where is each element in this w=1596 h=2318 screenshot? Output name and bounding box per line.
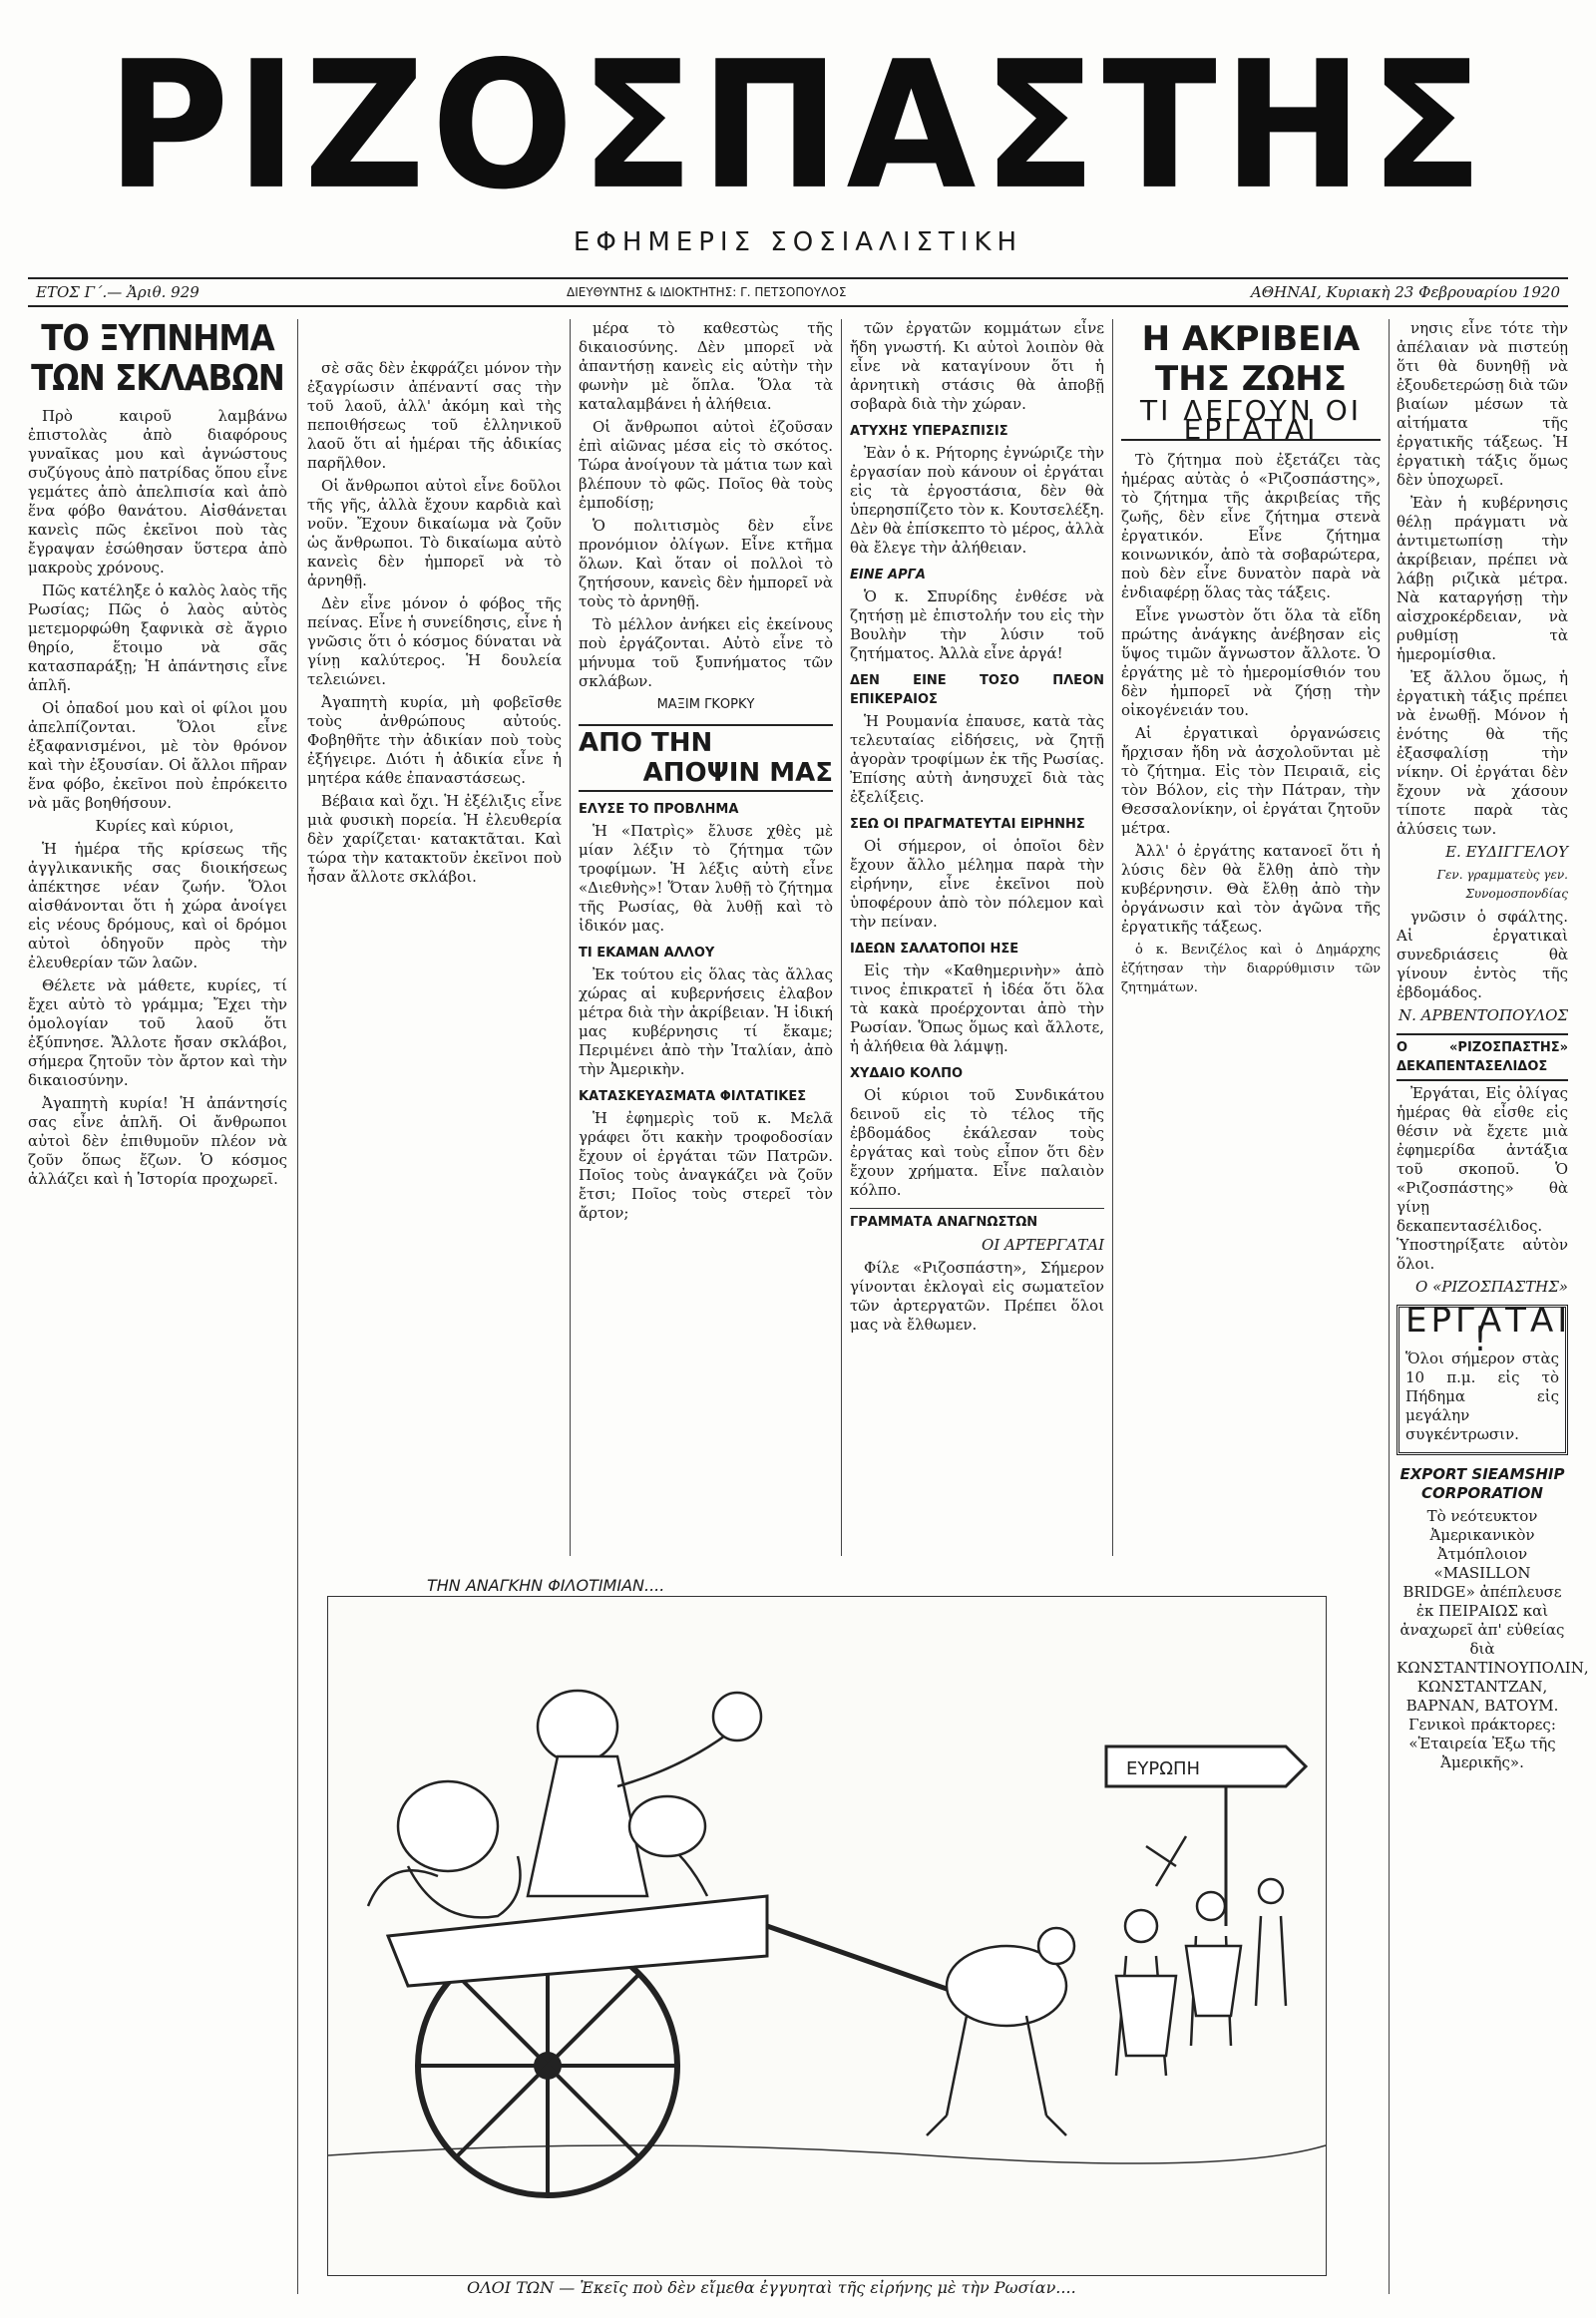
article-subheadline: ΤΙ ΛΕΓΟΥΝ ΟΙ ΕΡΓΑΤΑΙ	[1121, 401, 1381, 441]
column-2	[307, 359, 562, 1596]
paragraph: Φίλε «Ριζοσπάστη», Σήμερον γίνονται ἐκλογαὶ εἰς σωματεῖον τῶν ἀρτεργατῶν. Πρέπει ὅλοι μας νὰ ἔλθωμεν.	[850, 1259, 1104, 1334]
paragraph: Ἀγαπητὴ κυρία, μὴ φοβεῖσθε τοὺς ἀνθρώπους αὐτούς. Φοβηθῆτε τὴν ἀδικίαν ποὺ τοὺς ἐξήγειρε. Διότι ἡ ἀδικία εἶνε ἡ μητέρα κάθε ἐπαναστάσεως.	[307, 693, 562, 787]
paragraph: Βέβαια καὶ ὄχι. Ἡ ἐξέλιξις εἶνε μιὰ φυσικὴ πορεία. Ἡ ἐλευθερία δὲν χαρίζεται· κατακτᾶται. Καὶ τώρα τὴν κατακτοῦν ἐκεῖνοι ποὺ ἦσαν ἄλλοτε σκλάβοι.	[307, 792, 562, 886]
paragraph: μέρα τὸ καθεστὼς τῆς δικαιοσύνης. Δὲν μπορεῖ νὰ ἀπαντήσῃ κανεὶς εἰς αὐτὴν τὴν φωνὴν μὲ ὅπλα. Ὅλα τὰ καταλαμβάνει ἡ ἀλήθεια.	[579, 319, 833, 413]
section-title: ΙΔΕΩΝ ΣΑΛΑΤΟΠΟΙ ΗΣΕ	[850, 942, 1019, 957]
paragraph: Ἡ «Πατρὶς» ἔλυσε χθὲς μὲ μίαν λέξιν τὸ ζήτημα τῶν τροφίμων. Ἡ λέξις αὐτὴ εἶνε «Διεθνὴς»! Ὅταν λυθῇ τὸ ζήτημα τῆς Ρωσίας, θὰ λυθῇ καὶ τὸ ἰδικόν μας.	[579, 822, 833, 935]
masthead	[28, 20, 1568, 301]
box-title-line-2: ΑΠΟΨΙΝ ΜΑΣ	[642, 758, 833, 788]
section-title: Ο «ΡΙΖΟΣΠΑΣΤΗΣ» ΔΕΚΑΠΕΝΤΑΣΕΛΙΔΟΣ	[1396, 1033, 1568, 1081]
paragraph: Ὁ κ. Σπυρίδης ἐνθέσε νὰ ζητήσῃ μὲ ἐπιστολήν του εἰς τὴν Βουλὴν τὴν λύσιν τοῦ ζητήματος. Ἀλλὰ εἶνε ἀργά!	[850, 587, 1104, 662]
paragraph: Ἡ ἐφημερὶς τοῦ κ. Μελᾶ γράφει ὅτι κακὴν τροφοδοσίαν ἔχουν οἱ ἐργάται τῶν Πατρῶν. Ποῖος τοὺς ἀναγκάζει νὰ ζοῦν ἔτσι; Ποῖος τοὺς στερεῖ τὸν ἄρτον;	[579, 1109, 833, 1222]
paragraph: νησις εἶνε τότε τὴν ἀπέλαιαν νὰ πιστεύῃ ὅτι θὰ δυνηθῇ νὰ ἐξουδετερώσῃ διὰ τῶν βιαίων μέσων τὰ αἰτήματα τῆς ἐργατικῆς τάξεως. Ἡ ἐργατικὴ τάξις ὅμως δὲν ὑποχωρεῖ.	[1396, 319, 1568, 489]
column-rule	[1389, 319, 1390, 2294]
paragraph: ὁ κ. Βενιζέλος καὶ ὁ Δημάρχης ἐζήτησαν τὴν διαρρύθμισιν τῶν ζητημάτων.	[1121, 943, 1381, 995]
signpost-label: ΕΥΡΩΠΗ	[1126, 1758, 1201, 1779]
paragraph: Πῶς κατέληξε ὁ καλὸς λαὸς τῆς Ρωσίας; Πῶς ὁ λαὸς αὐτὸς μετεμορφώθη ξαφνικὰ σὲ ἄγριο θηρίο, ἕτοιμο νὰ σᾶς κατασπαράξῃ; Ἡ ἀπάντησις εἶνε ἁπλῆ.	[28, 581, 287, 694]
section-box-title	[579, 724, 833, 792]
paragraph: γνῶσιν ὁ σφάλτης. Αἱ ἐργατικαὶ συνεδριάσεις θὰ γίνουν ἐντὸς τῆς ἑβδομάδος.	[1396, 908, 1568, 1001]
political-cartoon	[327, 1596, 1327, 2276]
paragraph: Οἱ ἄνθρωποι αὐτοὶ ἐζοῦσαν ἐπὶ αἰῶνας μέσα εἰς τὸ σκότος. Τώρα ἀνοίγουν τὰ μάτια των καὶ βλέπουν τὸ φῶς. Ποῖος θὰ τοὺς ἐμποδίσῃ;	[579, 418, 833, 512]
section-subtitle: ΟΙ ΑΡΤΕΡΓΑΤΑΙ	[982, 1236, 1104, 1254]
director: ΔΙΕΥΘΥΝΤΗΣ & ΙΔΙΟΚΤΗΤΗΣ: Γ. ΠΕΤΣΟΠΟΥΛΟΣ	[567, 285, 847, 299]
paragraph: σὲ σᾶς δὲν ἐκφράζει μόνον τὴν ἐξαγρίωσιν ἀπέναντί σας τὴν τοῦ λαοῦ, ἀλλ' ἀκόμη καὶ τὴς πεποιθήσεως τοῦ ἑλληνικοῦ λαοῦ ὅτι αἱ ἡμέραι τῆς ἀδικίας παρῆλθον.	[307, 359, 562, 472]
paragraph: Δὲν εἶνε μόνον ὁ φόβος τῆς πείνας. Εἶνε ἡ συνείδησις, εἶνε ἡ γνῶσις ὅτι ὁ κόσμος δύναται νὰ γίνῃ καλύτερος. Ἡ δουλεία τελειώνει.	[307, 594, 562, 688]
year-issue: ΕΤΟΣ Γ΄.— Ἀριθ. 929	[36, 283, 200, 301]
newspaper-page	[28, 20, 1589, 2297]
column-6	[1396, 319, 1589, 2294]
paragraph: Ἀγαπητὴ κυρία! Ἡ ἀπάντησίς σας εἶνε ἁπλῆ. Οἱ ἄνθρωποι αὐτοὶ δὲν ἐπιθυμοῦν πλέον νὰ ζοῦν ὅπως ἔζων. Ὁ κόσμος ἀλλάζει καὶ ἡ Ἱστορία προχωρεῖ.	[28, 1094, 287, 1188]
paragraph: Ἐξ ἄλλου ὅμως, ἡ ἐργατικὴ τάξις πρέπει νὰ ἐνωθῇ. Μόνον ἡ ἑνότης θὰ τῆς ἐξασφαλίσῃ τὴν νίκην. Οἱ ἐργάται δὲν ἔχουν νὰ χάσουν τίποτε παρὰ τὰς ἁλύσεις των.	[1396, 668, 1568, 838]
issue-date: ΑΘΗΝΑΙ, Κυριακὴ 23 Φεβρουαρίου 1920	[1250, 283, 1560, 301]
column-3	[579, 319, 833, 1556]
section-title: ΑΤΥΧΗΣ ΥΠΕΡΑΣΠΙΣΙΣ	[850, 424, 1008, 439]
author-signature: Ν. ΑΡΒΕΝΤΟΠΟΥΛΟΣ	[1397, 1006, 1568, 1024]
paragraph: Ἐκ τούτου εἰς ὅλας τὰς ἄλλας χώρας αἱ κυβερνήσεις ἐλαβον μέτρα διὰ τὴν ἀκρίβειαν. Ἡ ἰδική μας κυβέρνησις τί ἔκαμε; Περιμένει ἀπὸ τὴν Ἰταλίαν, ἀπὸ τὴν Ἀμερικὴν.	[579, 966, 833, 1078]
cartoon-caption-bottom: ΟΛΟΙ ΤΩΝ — Ἐκεῖς ποὺ δὲν εἴμεθα ἐγγυηταὶ τῆς εἰρήνης μὲ τὴν Ρωσίαν....	[467, 2278, 1076, 2297]
announcement-text: Ὅλοι σήμερον στὰς 10 π.μ. εἰς τὸ Πήδημα εἰς μεγάλην συγκέντρωσιν.	[1405, 1350, 1559, 1443]
column-1	[28, 319, 287, 2294]
paragraph: Τὸ μέλλον ἀνήκει εἰς ἐκείνους ποὺ ἐργάζονται. Αὐτὸ εἶνε τὸ μήνυμα τοῦ ξυπνήματος τῶν σκλάβων.	[579, 615, 833, 690]
issue-info-bar	[28, 277, 1568, 307]
article-headline: ΤΟ ΞΥΠΝΗΜΑ ΤΩΝ ΣΚΛΑΒΩΝ	[31, 318, 284, 399]
column-rule	[297, 319, 298, 2294]
author-signature: Ο «ΡΙΖΟΣΠΑΣΤΗΣ»	[1415, 1278, 1568, 1296]
paragraph: Εἰς τὴν «Καθημερινὴν» ἀπὸ τινος ἐπικρατεῖ ἡ ἰδέα ὅτι ὅλα τὰ κακὰ προέρχονται ἀπὸ τὴν Ρωσίαν. Ὅπως ὅμως καὶ ἄλλοτε, ἡ ἀλήθεια θὰ λάμψῃ.	[850, 962, 1104, 1055]
paragraph: Οἱ κύριοι τοῦ Συνδικάτου δεινοῦ εἰς τὸ τέλος τῆς ἐβδομάδος ἐκάλεσαν τοὺς ἐργάτας καὶ τοὺς εἶπον ὅτι δὲν ἔχουν χρήματα. Εἶνε παλαιὸν κόλπο.	[850, 1086, 1104, 1199]
paragraph: Ἡ ἡμέρα τῆς κρίσεως τῆς ἀγγλικανικῆς σας διοικήσεως ἀπέκτησε νέαν ζωήν. Ὅλοι αἰσθάνονται ὅτι ἡ χώρα ἀνοίγει εἰς νέους δρόμους, καὶ οἱ δρόμοι αὐτοὶ ὁδηγοῦν πρὸς τὴν ἐλευθερίαν τῶν λαῶν.	[28, 840, 287, 971]
paragraph: Ἐὰν ἡ κυβέρνησις θέλῃ πράγματι νὰ ἀντιμετωπίσῃ τὴν ἀκρίβειαν, πρέπει νὰ λάβῃ ριζικὰ μέτρα. Νὰ καταργήσῃ τὴν αἰσχροκέρδειαν, νὰ ρυθμίσῃ τὰ ἡμερομίσθια.	[1396, 494, 1568, 663]
paragraph: Ἡ Ρουμανία ἐπαυσε, κατὰ τὰς τελευταίας εἰδήσεις, νὰ ζητῇ ἀγορὰν τροφίμων ἐκ τῆς Ρωσίας. Ἐπίσης αὐτὴ ἀνησυχεῖ διὰ τὰς ἐξελίξεις.	[850, 712, 1104, 806]
newspaper-subtitle: ΕΦΗΜΕΡΙΣ ΣΟΣΙΑΛΙΣΤΙΚΗ	[573, 227, 1023, 257]
paragraph: Αἱ ἐργατικαὶ ὀργανώσεις ἤρχισαν ἤδη νὰ ἀσχολοῦνται μὲ τὸ ζήτημα. Εἰς τὸν Πειραιᾶ, εἰς τὸν Βόλον, εἰς τὴν Πάτραν, τὴν Θεσσαλονίκην, οἱ ἐργάται ζητοῦν μέτρα.	[1121, 724, 1381, 837]
box-title-line-1: ΑΠΟ ΤΗΝ	[579, 728, 713, 758]
paragraph: Θέλετε νὰ μάθετε, κυρίες, τί ἔχει αὐτὸ τὸ γράμμα; Ἔχει τὴν ὁμολογίαν τοῦ λαοῦ ὅτι ἐξύπνησε. Ἄλλοτε ἤσαν σκλάβοι, σήμερα ζητοῦν τὸν ἄρτον καὶ τὴν δικαιοσύνην.	[28, 976, 287, 1089]
author-signature: Ε. ΕΥΔΙΓΓΕΛΟΥ	[1445, 843, 1568, 861]
section-title: ΕΙΝΕ ΑΡΓΑ	[850, 568, 926, 582]
section-title: ΕΛΥΣΕ ΤΟ ΠΡΟΒΛΗΜΑ	[579, 802, 739, 817]
paragraph: Ἀλλ' ὁ ἐργάτης κατανοεῖ ὅτι ἡ λύσις δὲν θὰ ἔλθῃ ἀπὸ τὴν κυβέρνησιν. Θὰ ἔλθῃ ἀπὸ τὴν ὀργάνωσιν καὶ τὸν ἀγῶνα τῆς ἐργατικῆς τάξεως.	[1121, 842, 1381, 936]
announcement-box	[1396, 1301, 1572, 1455]
paragraph: Εἶνε γνωστὸν ὅτι ὅλα τὰ εἴδη πρώτης ἀνάγκης ἀνέβησαν εἰς ὕψος τιμῶν ἄγνωστον ἄλλοτε. Ὁ ἐργάτης μὲ τὸ ἡμερομίσθιόν του δὲν ἠμπορεῖ νὰ ζήσῃ τὴν οἰκογένειάν του.	[1121, 606, 1381, 719]
section-title: ΚΑΤΑΣΚΕΥΑΣΜΑΤΑ ΦΙΛΤΑΤΙΚΕΣ	[579, 1089, 807, 1104]
article-headline: Η ΑΚΡΙΒΕΙΑ ΤΗΣ ΖΩΗΣ	[1141, 319, 1361, 399]
author-signature: ΜΑΞΙΜ ΓΚΟΡΚΥ	[656, 697, 755, 712]
cart-illustration	[388, 1896, 967, 2195]
column-4	[850, 319, 1104, 1556]
paragraph: Οἱ ὀπαδοί μου καὶ οἱ φίλοι μου ἀπελπίζονται. Ὅλοι εἶνε ἐξαφανισμένοι, μὲ τὸν θρόνον καὶ τὴν ἐξουσίαν. Οἱ ἄλλοι πῆραν ἕνα φόβο, ἐκεῖνοι ποὺ ἐπρόκειτο νὰ μᾶς βοηθήσουν.	[28, 699, 287, 812]
paragraph: Τὸ ζήτημα ποὺ ἐξετάζει τὰς ἡμέρας αὐτὰς ὁ «Ριζοσπάστης», τὸ ζήτημα τῆς ἀκριβείας τῆς ζωῆς, δὲν εἶνε ζήτημα στενὰ ἐργατικόν. Εἶνε ζήτημα κοινωνικόν, ἀπὸ τὰ σοβαρώτερα, ποὺ δὲν εἶνε δυνατὸν παρὰ νὰ ἐνδιαφέρῃ ὅλας τὰς τάξεις.	[1121, 451, 1381, 601]
paragraph: Ἐργάται, Εἰς ὀλίγας ἡμέρας θὰ εἶσθε εἰς θέσιν νὰ ἔχετε μιὰ ἐφημερίδα ἀντάξια τοῦ σκοποῦ. Ὁ «Ριζοσπάστης» θὰ γίνῃ δεκαπεντασέλιδος. Ὑποστηρίξατε αὐτὸν ὅλοι.	[1396, 1084, 1568, 1273]
paragraph: τῶν ἐργατῶν κομμάτων εἶνε ἤδη γνωστή. Κι αὐτοὶ λοιπὸν θὰ εἶνε νὰ καταγίνουν ὅτι ἡ ἀρνητικὴ στάσις θὰ ἀποβῇ σοβαρὰ διὰ τὴν χώραν.	[850, 319, 1104, 413]
cartoon-drawing	[328, 1597, 1326, 2275]
column-5	[1121, 319, 1381, 1556]
section-title: ΤΙ ΕΚΑΜΑΝ ΑΛΛΟΥ	[579, 946, 715, 961]
newspaper-title: ΡΙΖΟΣΠΑΣΤΗΣ	[106, 23, 1490, 228]
column-rule	[841, 319, 842, 1556]
paragraph: Κυρίες καὶ κύριοι,	[95, 817, 234, 835]
column-rule	[570, 319, 571, 1556]
section-title: ΓΡΑΜΜΑΤΑ ΑΝΑΓΝΩΣΤΩΝ	[850, 1208, 1104, 1232]
paragraph: Οἱ σήμερον, οἱ ὁποῖοι δὲν ἔχουν ἄλλο μέλημα παρὰ τὴν εἰρήνην, εἶνε ἐκεῖνοι ποὺ ὑποφέρουν ἀπὸ τὸν πόλεμον καὶ τὴν πείναν.	[850, 837, 1104, 931]
section-title: ΔΕΝ ΕΙΝΕ ΤΟΣΟ ΠΛΕΟΝ ΕΠΙΚΕΡΑΙΟΣ	[850, 673, 1104, 707]
section-title: ΧΥΔΑΙΟ ΚΟΛΠΟ	[850, 1066, 964, 1081]
marching-workers	[927, 1836, 1286, 2135]
paragraph: Ὁ πολιτισμὸς δὲν εἶνε προνόμιον ὀλίγων. Εἶνε κτῆμα ὅλων. Καὶ ὅταν οἱ πολλοὶ τὸ ζητήσουν, κανεὶς δὲν ἠμπορεῖ νὰ τοὺς τὸ ἀρνηθῇ.	[579, 517, 833, 610]
advertisement-title: EXPORT SIEAMSHIP CORPORATION	[1399, 1465, 1565, 1502]
advertisement-text: Τὸ νεότευκτον Ἀμερικανικὸν Ἀτμόπλοιον «MASILLON BRIDGE» ἀπέπλευσε ἐκ ΠΕΙΡΑΙΩΣ καὶ ἀναχωρεῖ ἀπ' εὐθείας διὰ ΚΩΝΣΤΑΝΤΙΝΟΥΠΟΛΙΝ, ΚΩΝΣΤΑΝΤΖΑΝ, ΒΑΡΝΑΝ, ΒΑΤΟΥΜ. Γενικοὶ πράκτορες: «Ἑταιρεία Ἐξω τῆς Ἀμερικῆς».	[1396, 1507, 1589, 1771]
column-rule	[1112, 319, 1113, 1556]
author-role: Γεν. γραμματεὺς γεν. Συνομοσπονδίας	[1436, 868, 1568, 901]
section-title: ΣΕΩ ΟΙ ΠΡΑΓΜΑΤΕΥΤΑΙ ΕΙΡΗΝΗΣ	[850, 817, 1085, 832]
paragraph: Πρὸ καιροῦ λαμβάνω ἐπιστολὰς ἀπὸ διαφόρους γυναῖκας μου καὶ ἀγνώστους συζύγους ἀπὸ πατρίδας ὅπου εἶνε γεμάτες ἀπὸ ἀπελπισία καὶ ἀπὸ ἕνα φόβο θανάτου. Αἰσθάνεται κανεὶς πῶς ἐκεῖνοι ποὺ τὰς ἔγραψαν ἐσώθησαν ὕστερα ἀπὸ μακροὺς χρόνους.	[28, 407, 287, 577]
announcement-title: ΕΡΓΑΤΑΙ !	[1405, 1301, 1572, 1359]
cartoon-caption-top: ΤΗΝ ΑΝΑΓΚΗΝ ΦΙΛΟΤΙΜΙΑΝ....	[427, 1576, 665, 1595]
paragraph: Ἐὰν ὁ κ. Ρήτορης ἐγνώριζε τὴν ἐργασίαν ποὺ κάνουν οἱ ἐργάται εἰς τὰ ἐργοστάσια, δὲν θὰ ὑπερησπίζετο τὸν κ. Κουτσελέξη. Δὲν θὰ ἐπίσκεπτο τὸ μέρος, ἀλλὰ θὰ ἔλεγε τὴν ἀλήθειαν.	[850, 444, 1104, 557]
figures-on-cart	[368, 1691, 761, 1917]
paragraph: Οἱ ἄνθρωποι αὐτοὶ εἶνε δοῦλοι τῆς γῆς, ἀλλὰ ἔχουν καρδιὰ καὶ νοῦν. Ἔχουν δικαίωμα νὰ ζοῦν ὡς ἄνθρωποι. Τὸ δικαίωμα αὐτὸ κανεὶς δὲν ἠμπορεῖ νὰ τὸ ἀρνηθῇ.	[307, 477, 562, 589]
